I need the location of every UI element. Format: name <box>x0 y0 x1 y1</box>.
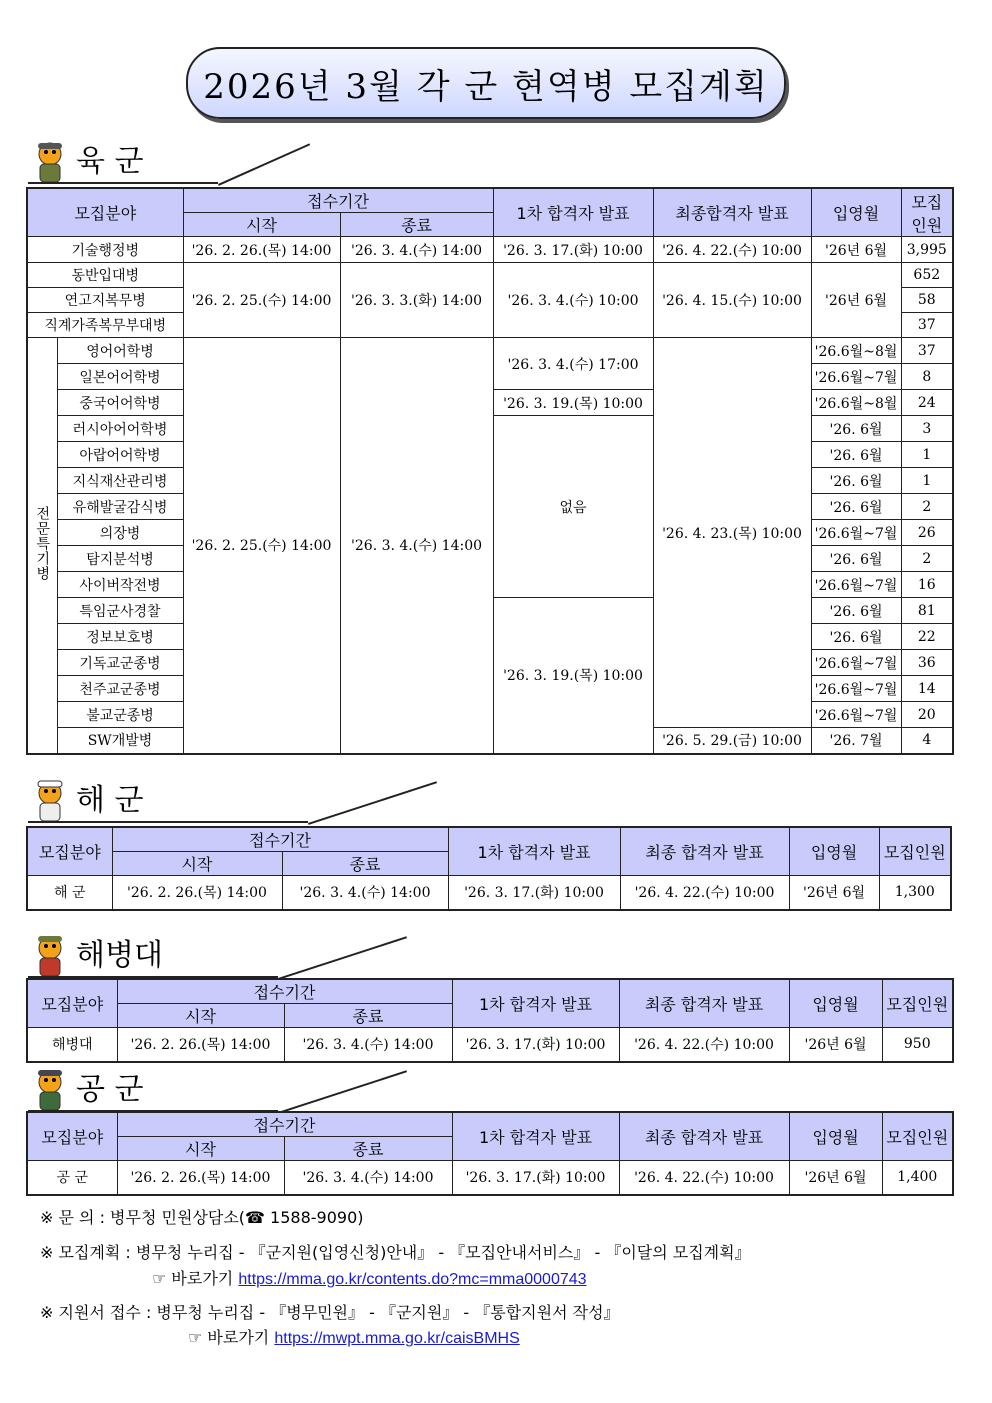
marine-table <box>26 978 954 1063</box>
header-field: 모집분야 <box>27 188 183 237</box>
cell-count: 2 <box>901 546 953 572</box>
cell-enlist: '26. 6월 <box>811 416 901 442</box>
cell-field: 영어어학병 <box>57 338 183 364</box>
header-field: 모집분야 <box>27 979 117 1028</box>
cell-count: 81 <box>901 598 953 624</box>
cell-enlist: '26.6월~7월 <box>811 676 901 702</box>
cell-field: 의장병 <box>57 520 183 546</box>
cell-field: 공 군 <box>27 1161 117 1195</box>
header-period: 접수기간 <box>183 188 493 213</box>
table-row <box>27 1028 953 1062</box>
cell-field: 특임군사경찰 <box>57 598 183 624</box>
cell-enlist: '26.6월~7월 <box>811 702 901 728</box>
cell-final: '26. 5. 29.(금) 10:00 <box>653 728 811 754</box>
header-end: 종료 <box>340 213 493 237</box>
cell-field: 해병대 <box>27 1028 117 1062</box>
header-end: 종료 <box>284 1004 452 1028</box>
cell-first: '26. 3. 17.(화) 10:00 <box>448 876 620 910</box>
cell-count: 37 <box>901 313 953 338</box>
cell-enlist: '26년 6월 <box>811 237 901 263</box>
cell-first: '26. 3. 17.(화) 10:00 <box>452 1161 619 1195</box>
cell-enlist: '26년 6월 <box>811 263 901 338</box>
apply-link[interactable]: https://mwpt.mma.go.kr/caisBMHS <box>274 1330 520 1347</box>
header-end: 종료 <box>282 852 448 876</box>
header-start: 시작 <box>117 1004 284 1028</box>
cell-end: '26. 3. 4.(수) 14:00 <box>340 237 493 263</box>
cell-enlist: '26년 6월 <box>789 876 879 910</box>
cell-end: '26. 3. 3.(화) 14:00 <box>340 263 493 338</box>
cell-field: 연고지복무병 <box>27 288 183 313</box>
cell-first: '26. 3. 4.(수) 17:00 <box>493 338 653 390</box>
header-field: 모집분야 <box>27 827 112 876</box>
cell-field: 지식재산관리병 <box>57 468 183 494</box>
header-start: 시작 <box>117 1137 284 1161</box>
cell-end: '26. 3. 4.(수) 14:00 <box>284 1028 452 1062</box>
table-row <box>27 876 951 910</box>
cell-first: 없음 <box>493 416 653 598</box>
cell-enlist: '26.6월~7월 <box>811 520 901 546</box>
header-first: 1차 합격자 발표 <box>452 979 619 1028</box>
cell-end: '26. 3. 4.(수) 14:00 <box>340 338 493 754</box>
cell-enlist: '26.6월~7월 <box>811 650 901 676</box>
cell-field: 불교군종병 <box>57 702 183 728</box>
cell-enlist: '26.6월~7월 <box>811 364 901 390</box>
cell-first: '26. 3. 4.(수) 10:00 <box>493 263 653 338</box>
cell-first: '26. 3. 17.(화) 10:00 <box>452 1028 619 1062</box>
cell-enlist: '26. 6월 <box>811 442 901 468</box>
cell-field: 아랍어어학병 <box>57 442 183 468</box>
header-end: 종료 <box>284 1137 452 1161</box>
cell-count: 36 <box>901 650 953 676</box>
cell-count: 8 <box>901 364 953 390</box>
header-field: 모집분야 <box>27 1112 117 1161</box>
header-period: 접수기간 <box>117 1112 452 1137</box>
cell-count: 16 <box>901 572 953 598</box>
cell-enlist: '26. 6월 <box>811 468 901 494</box>
tiger-mascot-icon <box>28 1068 72 1112</box>
cell-end: '26. 3. 4.(수) 14:00 <box>284 1161 452 1195</box>
header-start: 시작 <box>112 852 282 876</box>
cell-field: 직계가족복무부대병 <box>27 313 183 338</box>
marine-section-title: 해병대 <box>76 938 163 973</box>
header-start: 시작 <box>183 213 340 237</box>
cell-enlist: '26.6월~7월 <box>811 572 901 598</box>
note-apply-go-label: ☞ 바로가기 <box>188 1328 270 1347</box>
cell-field: 정보보호병 <box>57 624 183 650</box>
navy-section-header <box>28 779 952 823</box>
cell-count: 20 <box>901 702 953 728</box>
cell-count: 1,400 <box>882 1161 953 1195</box>
header-enlist: 입영월 <box>789 979 882 1028</box>
header-count: 모집 인원 <box>901 188 953 237</box>
header-enlist: 입영월 <box>789 1112 882 1161</box>
army-section-title: 육 군 <box>76 144 144 179</box>
airforce-section-header <box>28 1068 952 1112</box>
header-first: 1차 합격자 발표 <box>448 827 620 876</box>
cell-start: '26. 2. 25.(수) 14:00 <box>183 338 340 754</box>
cell-field: 기독교군종병 <box>57 650 183 676</box>
cell-field: 동반입대병 <box>27 263 183 288</box>
table-row <box>27 338 953 364</box>
header-final: 최종 합격자 발표 <box>619 1112 789 1161</box>
cell-start: '26. 2. 26.(목) 14:00 <box>117 1028 284 1062</box>
cell-count: 37 <box>901 338 953 364</box>
tiger-mascot-icon <box>28 140 72 184</box>
note-apply: ※ 지원서 접수 : 병무청 누리집 - 『병무민원』 - 『군지원』 - 『통합지원서 작성』 <box>40 1303 620 1322</box>
table-row <box>27 1161 953 1195</box>
cell-count: 1 <box>901 468 953 494</box>
header-count: 모집인원 <box>882 1112 953 1161</box>
header-period: 접수기간 <box>112 827 448 852</box>
cell-end: '26. 3. 4.(수) 14:00 <box>282 876 448 910</box>
navy-section-title: 해 군 <box>76 783 144 818</box>
navy-table <box>26 826 952 911</box>
header-final: 최종 합격자 발표 <box>620 827 789 876</box>
header-final: 최종 합격자 발표 <box>619 979 789 1028</box>
army-section-header <box>28 140 952 184</box>
cell-field: 일본어어학병 <box>57 364 183 390</box>
note-plan-shortcut <box>152 1266 587 1289</box>
tiger-mascot-icon <box>28 779 72 823</box>
cell-count: 1 <box>901 442 953 468</box>
note-inquiry: ※ 문 의 : 병무청 민원상담소(☎ 1588-9090) <box>40 1208 364 1227</box>
cell-enlist: '26. 7월 <box>811 728 901 754</box>
tiger-mascot-icon <box>28 934 72 978</box>
cell-enlist: '26. 6월 <box>811 546 901 572</box>
cell-field: 탐지분석병 <box>57 546 183 572</box>
header-enlist: 입영월 <box>789 827 879 876</box>
note-plan-go-label: ☞ 바로가기 <box>152 1269 234 1288</box>
cell-final: '26. 4. 23.(목) 10:00 <box>653 338 811 728</box>
table-row <box>27 263 953 288</box>
cell-count: 58 <box>901 288 953 313</box>
cell-field: 사이버작전병 <box>57 572 183 598</box>
cell-enlist: '26. 6월 <box>811 494 901 520</box>
airforce-section-title: 공 군 <box>76 1072 144 1107</box>
cell-enlist: '26.6월~8월 <box>811 390 901 416</box>
cell-count: 1,300 <box>879 876 951 910</box>
header-enlist: 입영월 <box>811 188 901 237</box>
note-plan: ※ 모집계획 : 병무청 누리집 - 『군지원(입영신청)안내』 - 『모집안내서비스』 - 『이달의 모집계획』 <box>40 1243 751 1262</box>
cell-count: 2 <box>901 494 953 520</box>
airforce-table <box>26 1111 954 1196</box>
note-apply-shortcut <box>188 1325 520 1348</box>
cell-count: 24 <box>901 390 953 416</box>
special-group-label: 전문특기병 <box>27 338 57 754</box>
cell-field: 기술행정병 <box>27 237 183 263</box>
page-title: 2026년 3월 각 군 현역병 모집계획 <box>186 47 786 119</box>
cell-field: 천주교군종병 <box>57 676 183 702</box>
cell-start: '26. 2. 25.(수) 14:00 <box>183 263 340 338</box>
cell-field: 러시아어어학병 <box>57 416 183 442</box>
cell-count: 950 <box>882 1028 953 1062</box>
cell-first: '26. 3. 19.(목) 10:00 <box>493 598 653 754</box>
cell-final: '26. 4. 22.(수) 10:00 <box>653 237 811 263</box>
cell-enlist: '26. 6월 <box>811 624 901 650</box>
cell-first: '26. 3. 19.(목) 10:00 <box>493 390 653 416</box>
marine-section-header <box>28 934 952 978</box>
cell-count: 4 <box>901 728 953 754</box>
plan-link[interactable]: https://mma.go.kr/contents.do?mc=mma0000743 <box>238 1271 587 1288</box>
cell-start: '26. 2. 26.(목) 14:00 <box>117 1161 284 1195</box>
cell-count: 26 <box>901 520 953 546</box>
cell-field: SW개발병 <box>57 728 183 754</box>
cell-field: 중국어어학병 <box>57 390 183 416</box>
header-first: 1차 합격자 발표 <box>452 1112 619 1161</box>
cell-start: '26. 2. 26.(목) 14:00 <box>183 237 340 263</box>
cell-enlist: '26년 6월 <box>789 1161 882 1195</box>
cell-enlist: '26. 6월 <box>811 598 901 624</box>
cell-count: 652 <box>901 263 953 288</box>
cell-field: 유해발굴감식병 <box>57 494 183 520</box>
table-row <box>27 237 953 263</box>
cell-final: '26. 4. 15.(수) 10:00 <box>653 263 811 338</box>
cell-count: 22 <box>901 624 953 650</box>
cell-final: '26. 4. 22.(수) 10:00 <box>620 876 789 910</box>
cell-first: '26. 3. 17.(화) 10:00 <box>493 237 653 263</box>
cell-count: 3 <box>901 416 953 442</box>
header-first: 1차 합격자 발표 <box>493 188 653 237</box>
cell-count: 14 <box>901 676 953 702</box>
cell-final: '26. 4. 22.(수) 10:00 <box>619 1028 789 1062</box>
cell-enlist: '26.6월~8월 <box>811 338 901 364</box>
army-table <box>26 187 954 755</box>
cell-final: '26. 4. 22.(수) 10:00 <box>619 1161 789 1195</box>
cell-start: '26. 2. 26.(목) 14:00 <box>112 876 282 910</box>
header-final: 최종합격자 발표 <box>653 188 811 237</box>
header-count: 모집인원 <box>882 979 953 1028</box>
cell-count: 3,995 <box>901 237 953 263</box>
cell-field: 해 군 <box>27 876 112 910</box>
header-count: 모집인원 <box>879 827 951 876</box>
header-period: 접수기간 <box>117 979 452 1004</box>
cell-enlist: '26년 6월 <box>789 1028 882 1062</box>
